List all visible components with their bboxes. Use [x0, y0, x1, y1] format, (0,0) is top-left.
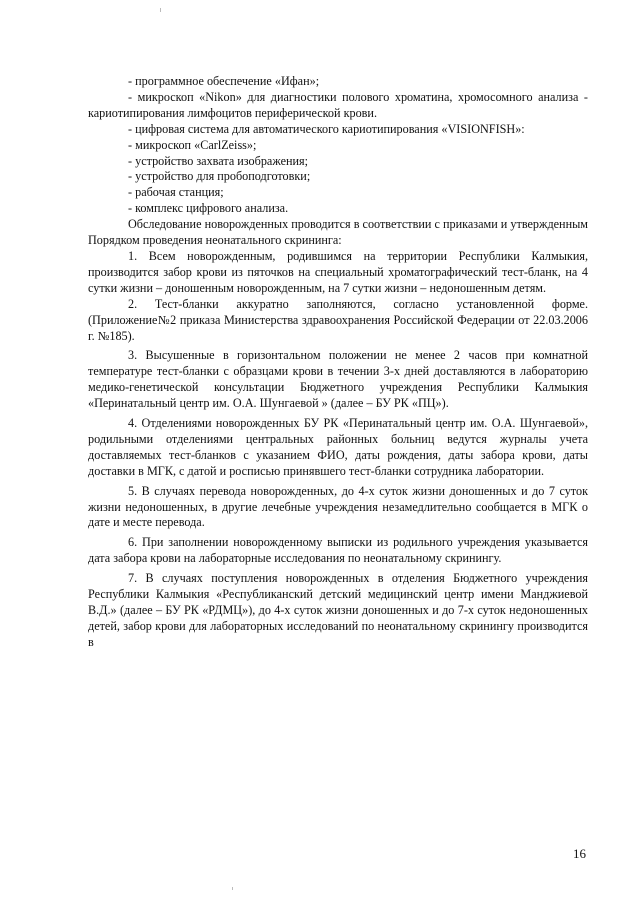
- list-item: - цифровая система для автоматического кариотипирования «VISIONFISH»:: [128, 121, 525, 136]
- page-number: 16: [573, 846, 586, 861]
- list-item: - комплекс цифрового анализа.: [128, 201, 289, 216]
- numbered-paragraph-6: 6. При заполнении новорожденному выписки из родильного учреждения указывается дата забора крови на лабораторные исследования по неонатальному скринингу.: [88, 535, 588, 566]
- list-item: - микроскоп «Nikon» для диагностики полового хроматина, хромосомного анализа - кариотипирования лимфоцитов периферической крови.: [88, 89, 588, 120]
- numbered-paragraph-4: 4. Отделениями новорожденных БУ РК «Перинатальный центр им. О.А. Шунгаевой», родильными отделениями центральных районных больниц ведутся журналы учета доставляемых тест-бланков с указанием ФИО, даты рождения, даты забора крови, даты доставки в МГК, с датой и росписью принявшего тест-бланки сотрудника лаборатории.: [88, 416, 588, 478]
- numbered-paragraph-2: 2. Тест-бланки аккуратно заполняются, согласно установленной форме. (Приложение№2 приказа Министерства здравоохранения Российской Федерации от 22.03.2006 г. №185).: [88, 296, 588, 343]
- numbered-paragraph-7: 7. В случаях поступления новорожденных в отделения Бюджетного учреждения Республики Калмыкия «Республиканский детский медицинский центр имени Манджиевой В.Д.» (далее – БУ РК «РДМЦ»), до 4-х суток жизни доношенных и до 7-х суток недоношенных детей, забор крови для лабораторных исследований по неонатальному скринингу производится в: [88, 571, 588, 649]
- document-body: [88, 74, 588, 651]
- list-item: - рабочая станция;: [128, 185, 224, 200]
- numbered-paragraph-3: 3. Высушенные в горизонтальном положении не менее 2 часов при комнатной температуре тест-бланки с образцами крови в течении 3-х дней доставляются в лабораторию медико-генетической консультации Бюджетного учреждения Республики Калмыкия «Перинатальный центр им. О.А. Шунгаевой » (далее – БУ РК «ПЦ»).: [88, 348, 588, 411]
- list-item: - программное обеспечение «Ифан»;: [128, 74, 320, 88]
- list-item: - микроскоп «CarlZeiss»;: [128, 137, 257, 152]
- scan-artifact: [160, 8, 161, 12]
- numbered-paragraph-5: 5. В случаях перевода новорожденных, до 4-х суток жизни доношенных и до 7 суток жизни недоношенных, в другие лечебные учреждения незамедлительно сообщается в МГК о дате и месте перевода.: [88, 483, 588, 530]
- scan-artifact: [232, 887, 233, 890]
- numbered-paragraph-1: 1. Всем новорожденным, родившимся на территории Республики Калмыкия, производится забор крови из пяточков на специальный хроматографический тест-бланк, на 4 сутки жизни – доношенным новорожденным, на 7 сутки жизни – недоношенным детям.: [88, 248, 588, 295]
- paragraph-intro: Обследование новорожденных проводится в соответствии с приказами и утвержденным Порядком проведения неонатального скрининга:: [88, 217, 588, 248]
- list-item: - устройство для пробоподготовки;: [128, 169, 311, 184]
- list-item: - устройство захвата изображения;: [128, 153, 309, 168]
